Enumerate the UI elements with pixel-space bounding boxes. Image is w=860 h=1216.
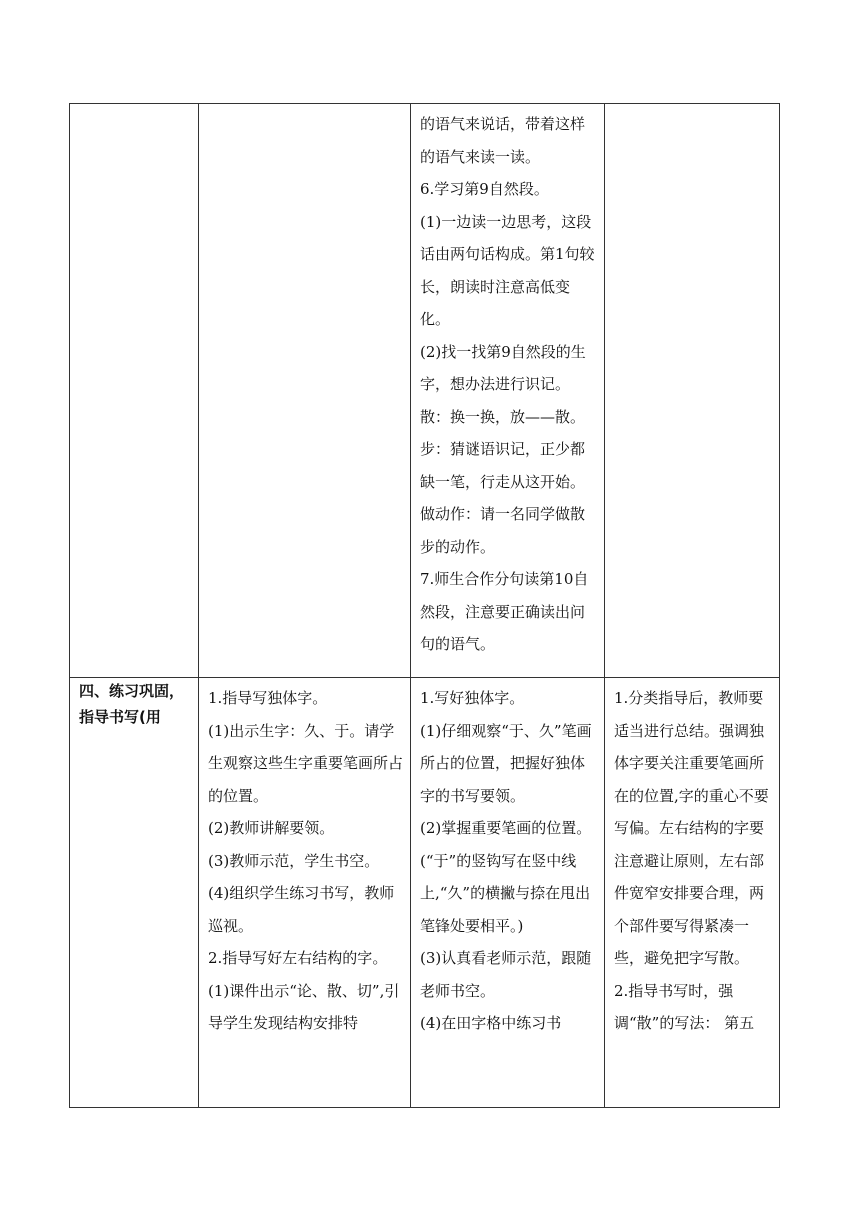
paragraph: (1)仔细观察“于、久”笔画所占的位置，把握好独体字的书写要领。 [420,721,592,805]
paragraph: (3)认真看老师示范，跟随老师书空。 [420,949,592,1000]
paragraph: (1)一边读一边思考，这段话由两句话构成。第1句较长，朗读时注意高低变化。 [420,212,595,328]
stage-cell [70,104,199,678]
paragraph: (3)教师示范，学生书空。 [208,851,380,870]
paragraph: 7.师生合作分句读第10自然段，注意要正确读出问句的语气。 [420,570,589,653]
paragraph: 6.学习第9自然段。 [420,180,549,198]
table-row [70,104,780,678]
paragraph: 1.指导写独体字。 [208,689,328,707]
design-notes-cell [605,104,780,678]
paragraph: 1.分类指导后，教师要适当进行总结。强调独体字要关注重要笔画所 在的位置,字的重心不要写偏。左右结构的字要注意避让原则，左右部件宽窄安排要合理，两个部件要写得紧凑一些，避免把字写散。 [614,689,769,967]
paragraph: 的语气来说话，带着这样的语气来读一读。 [420,115,586,166]
table-row [70,678,780,1108]
teacher-activity-cell [199,678,411,1108]
student-activity-cell [411,104,605,678]
paragraph: 2.指导书写时，强调“散”的写法： 第五 [614,981,755,1032]
paragraph: (4)在田字格中练习书 [420,1014,562,1032]
paragraph: (2)教师讲解要领。 [208,819,335,837]
paragraph: 1.写好独体字。 [420,689,525,707]
paragraph: (1)课件出示“论、散、切”,引导学生发现结构安排特 [208,981,400,1032]
teacher-activity-cell [199,104,411,678]
design-notes-cell [605,678,780,1108]
lesson-plan-table [69,103,780,1108]
student-activity-cell [411,678,605,1108]
stage-cell [70,678,199,1108]
paragraph: 2.指导写好左右结构的字。 [208,949,388,967]
paragraph: (1)出示生字：久、于。请学生观察这些生字重要笔画所占的位置。 [208,721,404,805]
paragraph: (2)找一找第9自然段的生字，想办法进行识记。散：换一换，放——散。步：猜谜语识记，正少都缺一笔，行走从这开始。做动作：请一名同学做散步的动作。 [420,342,586,556]
paragraph: (4)组织学生练习书写，教师巡视。 [208,884,395,935]
paragraph: (2)掌握重要笔画的位置。(“于”的竖钩写在竖中线上,“久”的横撇与捺在甩出笔锋处要相平。) [420,819,592,935]
stage-title: 四、练习巩固，指导书写(用 [79,682,185,726]
